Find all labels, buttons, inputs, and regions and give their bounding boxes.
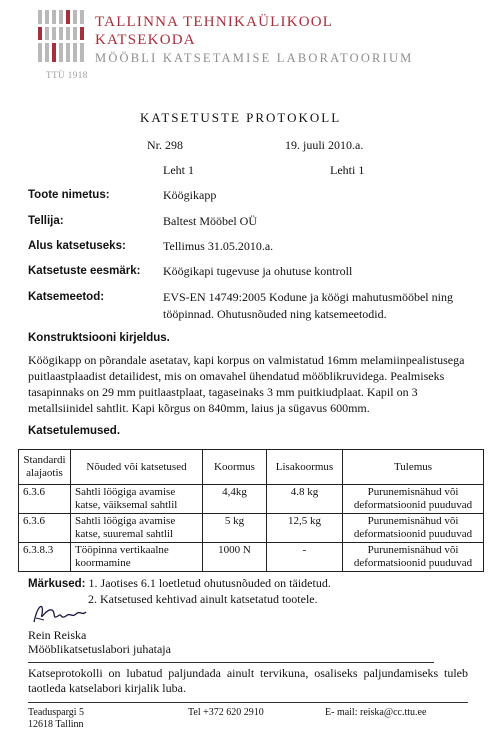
- footer-email: E- mail: reiska@cc.ttu.ee: [325, 707, 427, 718]
- table-row: [19, 514, 484, 543]
- address-city: 12618 Tallinn: [28, 719, 84, 730]
- column-header: Koormus: [203, 450, 267, 485]
- column-header: Standardi alajaotis: [19, 450, 71, 485]
- page-count: Lehti 1: [330, 163, 365, 177]
- test-cell: Tööpinna vertikaalne koormamine: [71, 543, 203, 572]
- result-cell: Purunemisnähud või deformatsioonid puuduvad: [343, 514, 484, 543]
- results-table: [18, 449, 484, 572]
- table-header-row: [19, 450, 484, 485]
- basis-value: Tellimus 31.05.2010.a.: [163, 239, 274, 253]
- seal-text: TTÜ 1918: [46, 70, 88, 80]
- section-cell: 6.3.6: [19, 485, 71, 514]
- purpose-label: Katsetuste eesmärk:: [28, 265, 141, 277]
- center-name: KATSEKODA: [95, 32, 196, 48]
- signatory-name: Rein Reiska: [28, 628, 87, 642]
- product-label: Toote nimetus:: [28, 189, 110, 201]
- table-row: [19, 543, 484, 572]
- address-street: Teaduspargi 5: [28, 707, 85, 718]
- protocol-number: Nr. 298: [147, 138, 183, 152]
- extra-load-cell: 12,5 kg: [267, 514, 343, 543]
- column-header: Lisakoormus: [267, 450, 343, 485]
- lab-name: MÖÖBLI KATSETAMISE LABORATOORIUM: [95, 51, 414, 65]
- column-header: Tulemus: [343, 450, 484, 485]
- divider: [28, 702, 468, 703]
- extra-load-cell: -: [267, 543, 343, 572]
- protocol-date: 19. juuli 2010.a.: [285, 138, 364, 152]
- results-heading: Katsetulemused.: [28, 425, 121, 437]
- method-value: EVS-EN 14749:2005 Kodune ja köögi mahutusmööbel ning tööpinnad. Ohutusnõuded ning katsemeetodid.: [163, 290, 453, 321]
- signatory-role: Mööblikatsetuslabori juhataja: [28, 642, 171, 656]
- institution-logo: [38, 10, 86, 62]
- footer-phone: Tel +372 620 2910: [188, 707, 264, 718]
- result-cell: Purunemisnähud või deformatsioonid puuduvad: [343, 543, 484, 572]
- table-row: [19, 485, 484, 514]
- remark-item: 2. Katsetused kehtivad ainult katsetatud tootele.: [88, 592, 318, 606]
- construction-heading: Konstruktsiooni kirjeldus.: [28, 332, 170, 344]
- load-cell: 4,4kg: [203, 485, 267, 514]
- load-cell: 5 kg: [203, 514, 267, 543]
- section-cell: 6.3.8.3: [19, 543, 71, 572]
- disclaimer: Katseprotokolli on lubatud paljundada ainult tervikuna, osaliseks paljundamiseks tuleb taotleda katselabori kirjalik luba.: [28, 666, 468, 695]
- footer-address: [28, 707, 84, 731]
- load-cell: 1000 N: [203, 543, 267, 572]
- remarks-label: Märkused:: [28, 578, 86, 590]
- signatory: [28, 628, 171, 656]
- result-cell: Purunemisnähud või deformatsioonid puuduvad: [343, 485, 484, 514]
- institution-name: TALLINNA TEHNIKAÜLIKOOL: [95, 14, 334, 30]
- basis-label: Alus katsetuseks:: [28, 240, 126, 252]
- method-label: Katsemeetod:: [28, 291, 105, 303]
- construction-text: Köögikapp on põrandale asetatav, kapi korpus on valmistatud 16mm melamiinpealistusega puitlaastplaadist detailidest, mis on omavahel ühendatud mööblikruvidega. Pealmiseks tasapinnaks on 29 mm puitlaastplaat, tagaseinaks 3 mm puitkiudplaat. Kapil on 3 metallsiinidel sahtlit. Kapi kõrgus on 840mm, laius ja sügavus 600mm.: [28, 353, 465, 415]
- extra-load-cell: 4.8 kg: [267, 485, 343, 514]
- section-cell: 6.3.6: [19, 514, 71, 543]
- remark-item: 1. Jaotises 6.1 loetletud ohutusnõuded on täidetud.: [88, 576, 331, 590]
- page-number: Leht 1: [163, 163, 194, 177]
- client-label: Tellija:: [28, 215, 64, 227]
- test-cell: Sahtli löögiga avamise katse, väiksemal sahtlil: [71, 485, 203, 514]
- column-header: Nõuded või katsetused: [71, 450, 203, 485]
- purpose-value: Köögikapi tugevuse ja ohutuse kontroll: [163, 264, 353, 278]
- test-cell: Sahtli löögiga avamise katse, suuremal sahtlil: [71, 514, 203, 543]
- protocol-title: KATSETUSTE PROTOKOLL: [140, 110, 342, 125]
- client-value: Baltest Mööbel OÜ: [163, 214, 257, 228]
- divider: [28, 662, 434, 663]
- product-value: Köögikapp: [163, 188, 217, 202]
